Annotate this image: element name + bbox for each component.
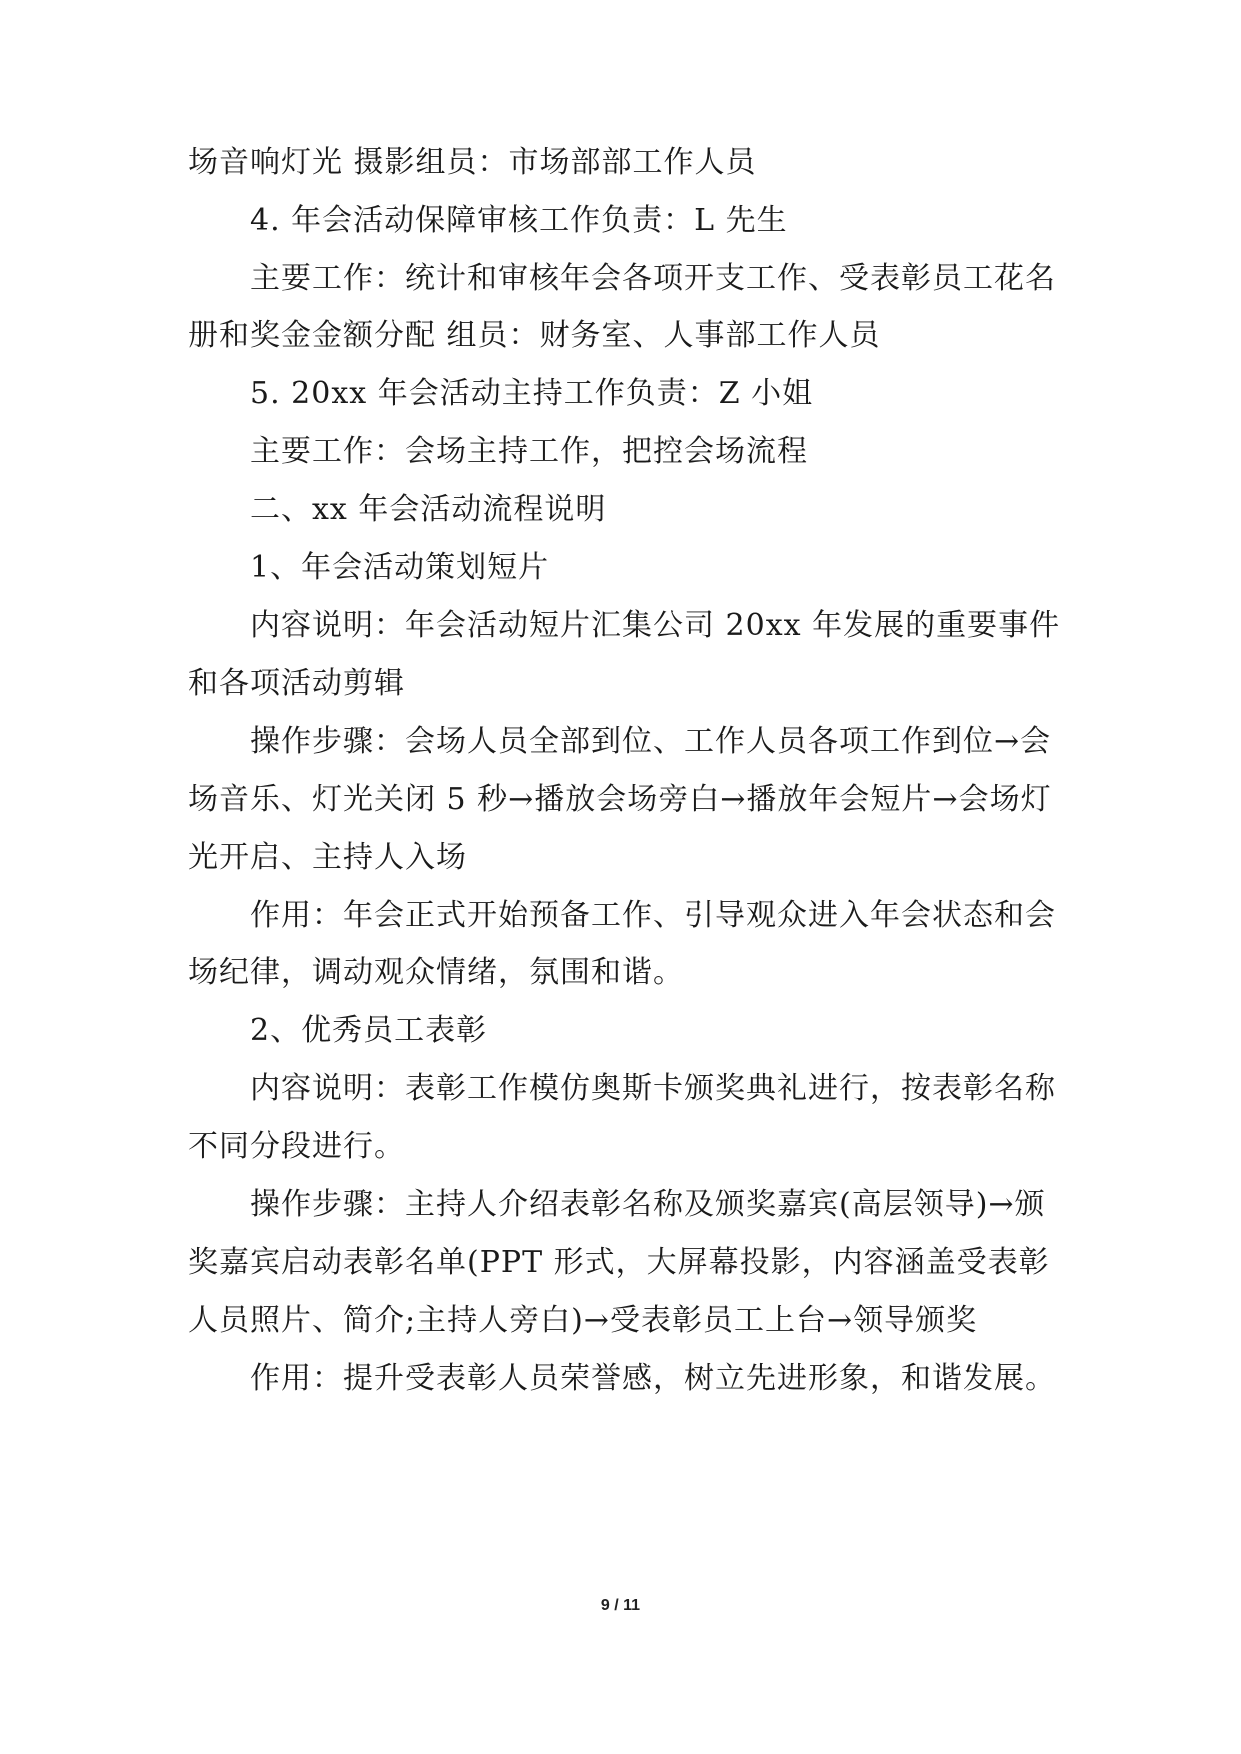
body-text-line: 内容说明：年会活动短片汇集公司 20xx 年发展的重要事件 bbox=[250, 608, 1061, 643]
body-text-line: 主要工作：会场主持工作，把控会场流程 bbox=[250, 434, 808, 469]
body-text-line: 操作步骤：会场人员全部到位、工作人员各项工作到位→会 bbox=[250, 724, 1052, 759]
body-text-line: 册和奖金金额分配 组员：财务室、人事部工作人员 bbox=[188, 318, 881, 353]
section-heading: 二、xx 年会活动流程说明 bbox=[250, 492, 607, 527]
body-text-line: 人员照片、简介;主持人旁白)→受表彰员工上台→领导颁奖 bbox=[188, 1303, 978, 1338]
subsection-heading: 1、年会活动策划短片 bbox=[250, 550, 550, 585]
body-text-line: 奖嘉宾启动表彰名单(PPT 形式，大屏幕投影，内容涵盖受表彰 bbox=[188, 1245, 1050, 1280]
body-text-line: 内容说明：表彰工作模仿奥斯卡颁奖典礼进行，按表彰名称 bbox=[250, 1071, 1056, 1106]
subsection-heading: 2、优秀员工表彰 bbox=[250, 1013, 488, 1048]
section-item-heading: 4. 年会活动保障审核工作负责：L 先生 bbox=[250, 203, 788, 238]
section-item-heading: 5. 20xx 年会活动主持工作负责：Z 小姐 bbox=[250, 376, 814, 411]
body-text-line: 场音乐、灯光关闭 5 秒→播放会场旁白→播放年会短片→会场灯 bbox=[188, 782, 1052, 817]
body-text-line: 作用：年会正式开始预备工作、引导观众进入年会状态和会 bbox=[250, 898, 1056, 933]
body-text-line: 场纪律，调动观众情绪，氛围和谐。 bbox=[188, 955, 684, 990]
body-text-line: 场音响灯光 摄影组员：市场部部工作人员 bbox=[188, 145, 757, 180]
body-text-line: 和各项活动剪辑 bbox=[188, 666, 405, 701]
body-text-line: 不同分段进行。 bbox=[188, 1129, 405, 1164]
body-text-line: 作用：提升受表彰人员荣誉感，树立先进形象，和谐发展。 bbox=[250, 1361, 1056, 1396]
body-text-line: 光开启、主持人入场 bbox=[188, 840, 467, 875]
body-text-line: 操作步骤：主持人介绍表彰名称及颁奖嘉宾(高层领导)→颁 bbox=[250, 1187, 1046, 1222]
page-number: 9 / 11 bbox=[600, 1597, 641, 1614]
body-text-line: 主要工作：统计和审核年会各项开支工作、受表彰员工花名 bbox=[250, 261, 1056, 296]
